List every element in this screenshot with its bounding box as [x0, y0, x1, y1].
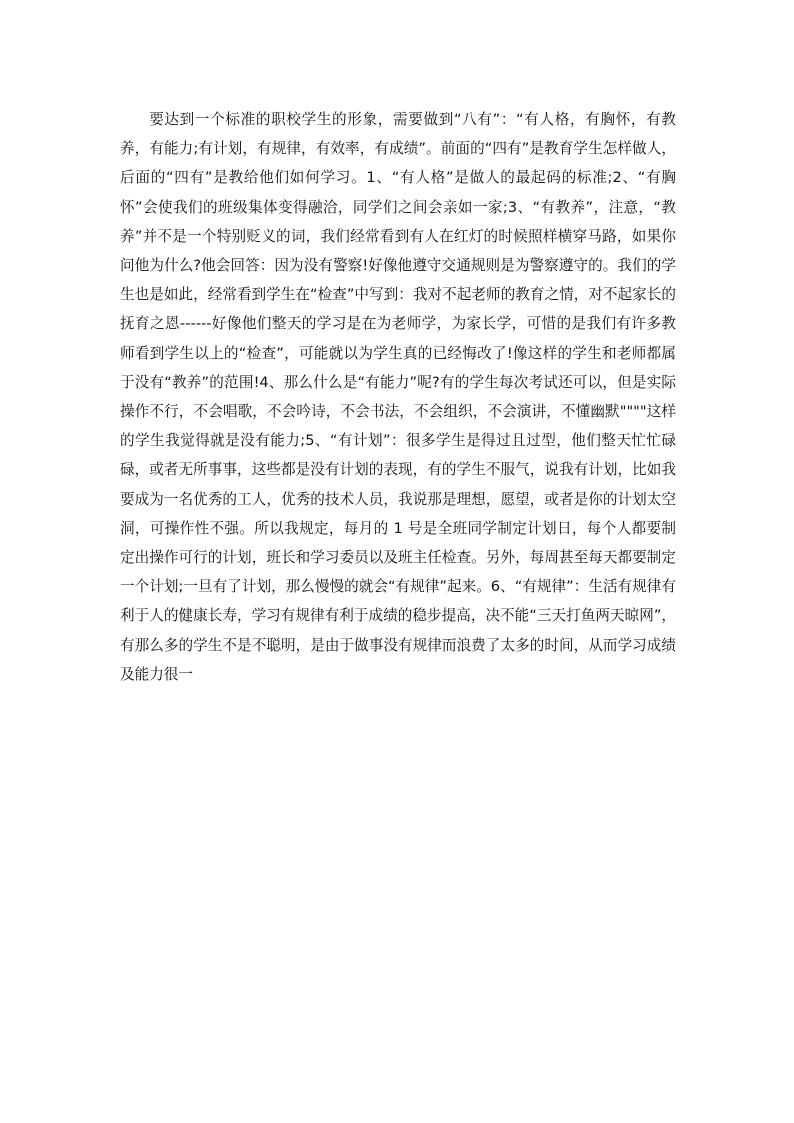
body-paragraph: 要达到一个标准的职校学生的形象，需要做到“八有”：“有人格，有胸怀，有教养，有能力;有计划，有规律，有效率，有成绩”。前面的“四有”是教育学生怎样做人，后面的“四有”是教给他们如何学习。1、“有人格”是做人的最起码的标准;2、“有胸怀”会使我们的班级集体变得融洽，同学们之间会亲如一家;3、“有教养”，注意，“教养”并不是一个特别贬义的词，我们经常看到有人在红灯的时候照样横穿马路，如果你问他为什么?他会回答：因为没有警察!好像他遵守交通规则是为警察遵守的。我们的学生也是如此，经常看到学生在“检查”中写到：我对不起老师的教育之情，对不起家长的抚育之恩------好像他们整天的学习是在为老师学，为家长学，可惜的是我们有许多教师看到学生以上的“检查”，可能就以为学生真的已经悔改了!像这样的学生和老师都属于没有“教养”的范围!4、那么什么是“有能力”呢?有的学生每次考试还可以，但是实际操作不行，不会唱歌，不会吟诗，不会书法，不会组织，不会演讲，不懂幽默""""这样的学生我觉得就是没有能力;5、“有计划”：很多学生是得过且过型，他们整天忙忙碌碌，或者无所事事，这些都是没有计划的表现，有的学生不服气，说我有计划，比如我要成为一名优秀的工人，优秀的技术人员，我说那是理想，愿望，或者是你的计划太空洞，可操作性不强。所以我规定，每月的 1 号是全班同学制定计划日，每个人都要制定出操作可行的计划，班长和学习委员以及班主任检查。另外，每周甚至每天都要制定一个计划;一旦有了计划，那么慢慢的就会“有规律”起来。6、“有规律”：生活有规律有利于人的健康长寿，学习有规律有利于成绩的稳步提高，决不能“三天打鱼两天晾网”，有那么多的学生不是不聪明，是由于做事没有规律而浪费了太多的时间，从而学习成绩及能力很一: [120, 111, 676, 683]
